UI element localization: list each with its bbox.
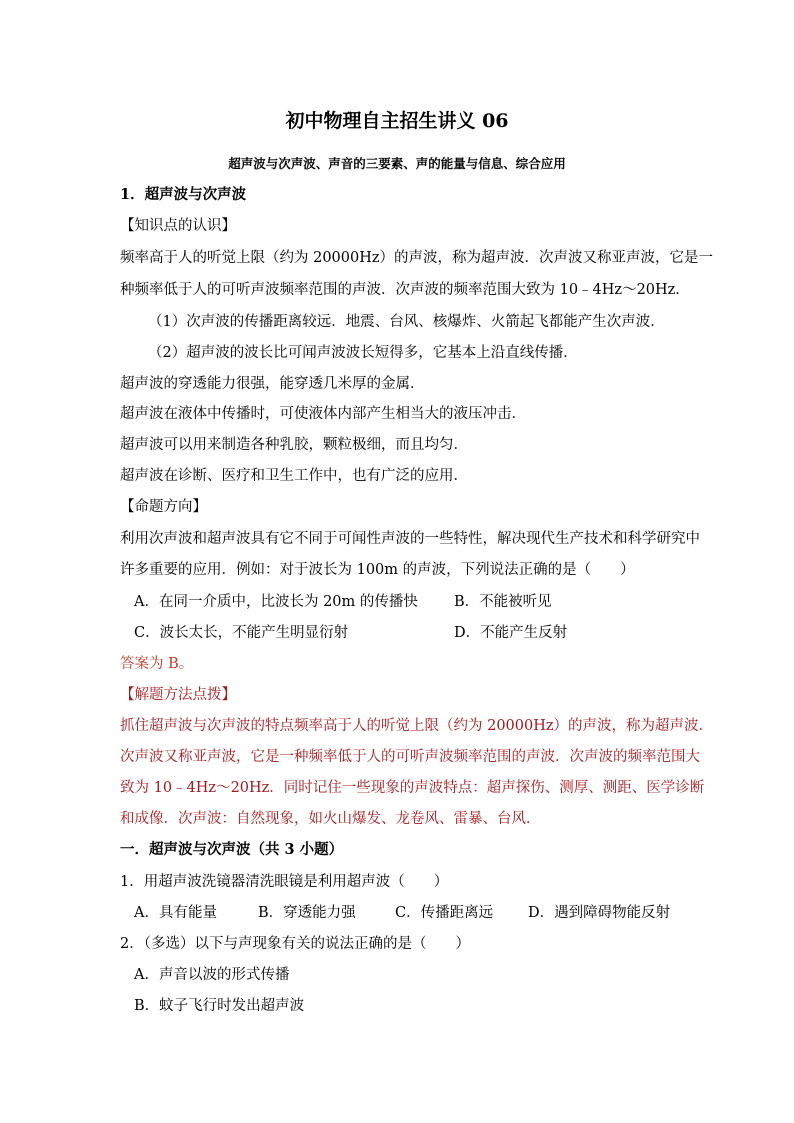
direction-line: 许多重要的应用．例如：对于波长为 100m 的声波，下列说法正确的是（ ） [120, 562, 635, 578]
question-option: D．遇到障碍物能反射 [528, 905, 671, 921]
question-stem: 2．（多选）以下与声现象有关的说法正确的是（ ） [120, 936, 470, 952]
knowledge-line: 超声波在诊断、医疗和卫生工作中，也有广泛的应用． [120, 468, 468, 484]
answer-text: 答案为 B。 [120, 656, 194, 672]
question-option: B．穿透能力强 [258, 905, 356, 921]
question-stem: 1．用超声波洗镜器清洗眼镜是利用超声波（ ） [120, 874, 449, 890]
section-heading: 1．超声波与次声波 [120, 186, 247, 203]
example-option-b: B．不能被听见 [454, 594, 552, 610]
knowledge-line: 频率高于人的听觉上限（约为 20000Hz）的声波，称为超声波．次声波又称亚声波，它是一 [120, 250, 714, 266]
direction-heading: 【命题方向】 [120, 499, 207, 515]
knowledge-heading: 【知识点的认识】 [120, 218, 236, 234]
method-line: 致为 10﹣4Hz～20Hz．同时记住一些现象的声波特点：超声探伤、测厚、测距、医学诊断 [120, 780, 705, 796]
question-option: C．传播距离远 [395, 905, 494, 921]
question-option: A．具有能量 [134, 905, 217, 921]
knowledge-line: 超声波的穿透能力很强，能穿透几米厚的金属． [120, 376, 425, 392]
knowledge-line: 种频率低于人的可听声波频率范围的声波．次声波的频率范围大致为 10﹣4Hz～20Hz． [120, 282, 690, 298]
knowledge-line: （1）次声波的传播距离较远．地震、台风、核爆炸、火箭起飞都能产生次声波． [148, 314, 665, 330]
method-line: 抓住超声波与次声波的特点频率高于人的听觉上限（约为 20000Hz）的声波，称为超声波． [120, 718, 714, 734]
method-line: 次声波又称亚声波，它是一种频率低于人的可听声波频率范围的声波．次声波的频率范围大 [120, 749, 700, 765]
page-subtitle: 超声波与次声波、声音的三要素、声的能量与信息、综合应用 [228, 156, 566, 171]
knowledge-line: 超声波在液体中传播时，可使液体内部产生相当大的液压冲击． [120, 406, 526, 422]
example-option-c: C．波长太长，不能产生明显衍射 [134, 625, 349, 641]
example-option-a: A．在同一介质中，比波长为 20m 的传播快 [134, 594, 418, 610]
knowledge-line: 超声波可以用来制造各种乳胶，颗粒极细，而且均匀． [120, 437, 468, 453]
direction-line: 利用次声波和超声波具有它不同于可闻性声波的一些特性，解决现代生产技术和科学研究中 [120, 531, 700, 547]
question-option: B．蚊子飞行时发出超声波 [134, 998, 305, 1014]
question-option: A．声音以波的形式传播 [134, 967, 290, 983]
example-option-d: D．不能产生反射 [454, 625, 568, 641]
method-heading: 【解题方法点拨】 [120, 687, 236, 703]
knowledge-line: （2）超声波的波长比可闻声波波长短得多，它基本上沿直线传播． [148, 345, 578, 361]
page-title: 初中物理自主招生讲义 06 [285, 110, 509, 132]
exercise-heading: 一．超声波与次声波（共 3 小题） [120, 841, 344, 858]
method-line: 和成像．次声波：自然现象，如火山爆发、龙卷风、雷暴、台风． [120, 811, 541, 827]
